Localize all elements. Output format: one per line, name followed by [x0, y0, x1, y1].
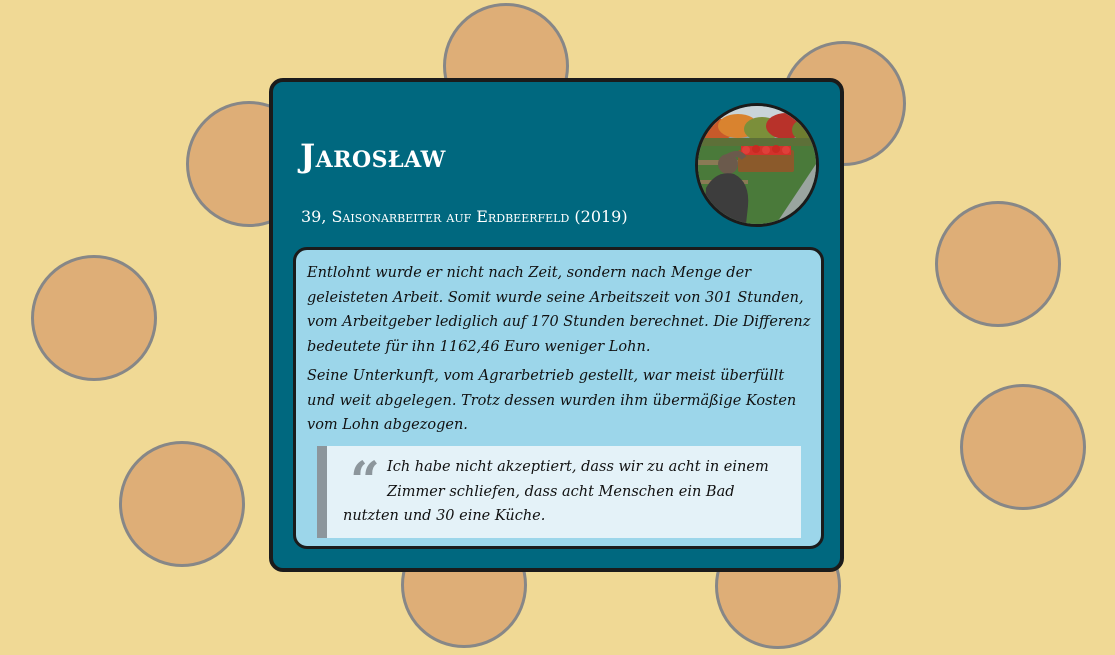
testimonial-quote: [317, 446, 801, 538]
person-name: Jarosław: [300, 137, 446, 175]
story-box: [293, 247, 824, 549]
background-bubble: [31, 255, 157, 381]
quote-text: Ich habe nicht akzeptiert, dass wir zu acht in einem Zimmer schliefen, dass acht Menschen ein Bad nutzten und 30 eine Küche.: [343, 459, 769, 524]
profile-card: [269, 78, 844, 572]
background-bubble: [119, 441, 245, 567]
worker-carrying-strawberry-crate-photo: [695, 103, 819, 227]
story-paragraph: Entlohnt wurde er nicht nach Zeit, sondern nach Menge der geleisteten Arbeit. Somit wurde seine Arbeitszeit von 301 Stunden, vom Arbeitgeber lediglich auf 170 Stunden berechnet. Die Differenz bedeutete für ihn 1162,46 Euro weniger Lohn.: [307, 265, 811, 355]
quote-mark-icon: “: [350, 451, 380, 512]
story-paragraph: Seine Unterkunft, vom Agrarbetrieb gestellt, war meist überfüllt und weit abgelegen. Trotz dessen wurden ihm übermäßige Kosten vom Lohn abgezogen.: [307, 368, 797, 433]
background-bubble: [960, 384, 1086, 510]
background-bubble: [935, 201, 1061, 327]
person-subtitle: 39, Saisonarbeiter auf Erdbeerfeld (2019): [301, 207, 628, 226]
